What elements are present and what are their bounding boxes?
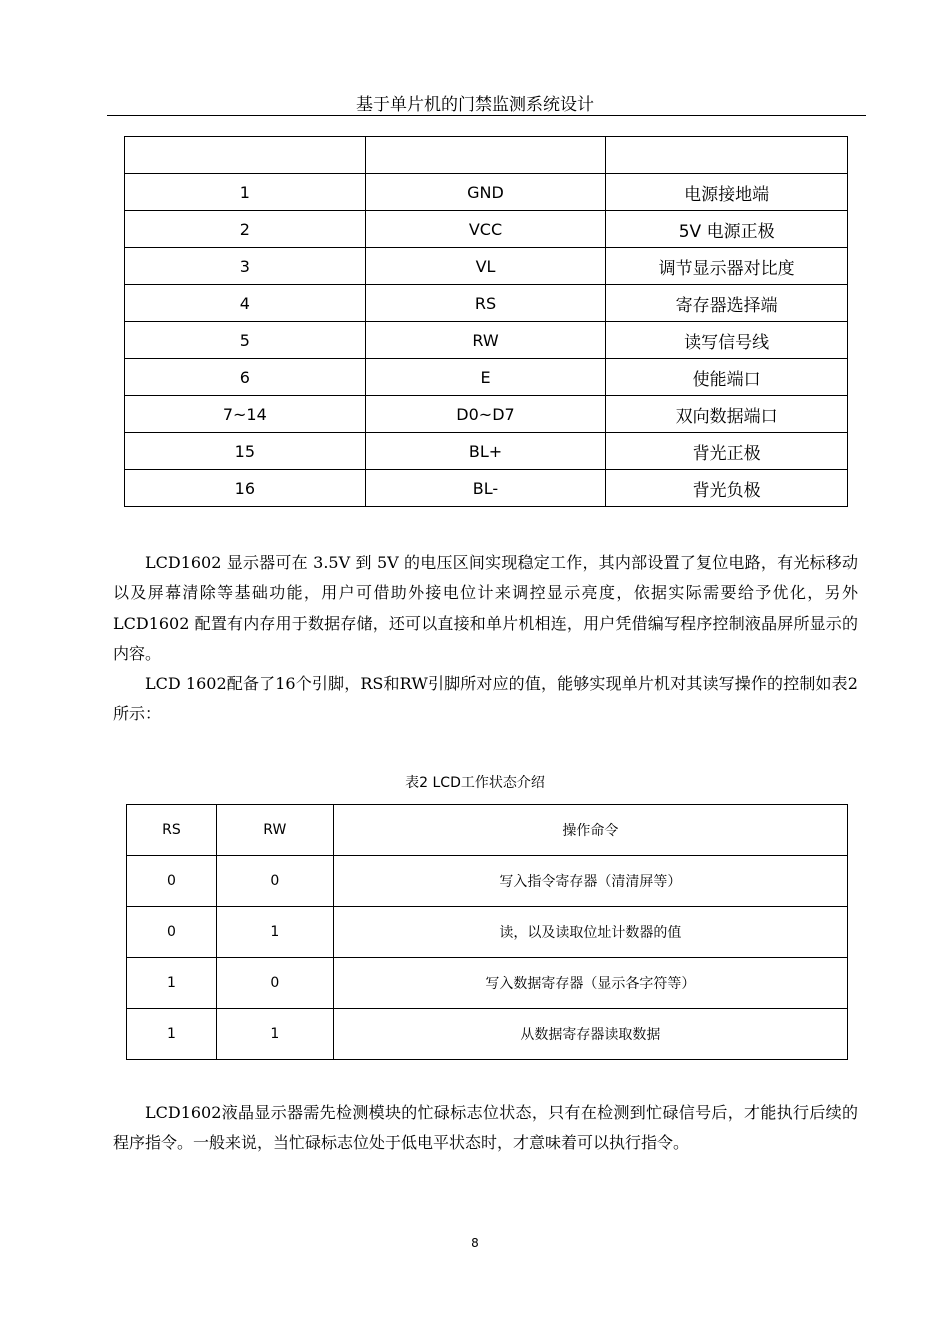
table-cell: [365, 137, 606, 174]
pin-function: 使能端口: [606, 359, 848, 396]
pin-number: 5: [125, 322, 366, 359]
table-row: [125, 174, 848, 211]
table-row: [127, 958, 848, 1009]
pin-symbol: VCC: [365, 211, 606, 248]
table-cell: 0: [216, 856, 333, 907]
table-cell: 0: [127, 907, 217, 958]
table-header-row: [127, 805, 848, 856]
table-row: [125, 396, 848, 433]
pin-number: 2: [125, 211, 366, 248]
table-row: [125, 433, 848, 470]
pin-symbol: D0~D7: [365, 396, 606, 433]
table-row: [125, 211, 848, 248]
paragraph-busy-flag: LCD1602液晶显示器需先检测模块的忙碌标志位状态，只有在检测到忙碌信号后，才能执行后续的程序指令。一般来说，当忙碌标志位处于低电平状态时，才意味着可以执行指令。: [113, 1103, 858, 1153]
pin-symbol: BL+: [365, 433, 606, 470]
status-table: [126, 804, 848, 1060]
table-cell: 0: [216, 958, 333, 1009]
table-caption: 表2 LCD工作状态介绍: [405, 775, 545, 791]
page-header-title: 基于单片机的门禁监测系统设计: [356, 95, 594, 115]
table-cell: 写入数据寄存器（显示各字符等）: [333, 958, 847, 1009]
header-divider: [107, 115, 866, 116]
pin-function: 寄存器选择端: [606, 285, 848, 322]
pin-function: 背光正极: [606, 433, 848, 470]
table-row: [127, 907, 848, 958]
pin-number: 4: [125, 285, 366, 322]
pin-symbol: VL: [365, 248, 606, 285]
table-row: [125, 470, 848, 507]
table-row: [125, 359, 848, 396]
pin-number: 1: [125, 174, 366, 211]
paragraph-pin-control: LCD 1602配备了16个引脚，RS和RW引脚所对应的值，能够实现单片机对其读写操作的控制如表2所示：: [113, 674, 858, 724]
pin-symbol: BL-: [365, 470, 606, 507]
table-cell: 1: [127, 958, 217, 1009]
pin-symbol: RS: [365, 285, 606, 322]
column-header: RW: [216, 805, 333, 856]
table-cell: 读，以及读取位址计数器的值: [333, 907, 847, 958]
pin-number: 15: [125, 433, 366, 470]
pin-function: 双向数据端口: [606, 396, 848, 433]
table-cell: 1: [127, 1009, 217, 1060]
table-cell: [125, 137, 366, 174]
pin-function: 背光负极: [606, 470, 848, 507]
body-text-block-2: [113, 1098, 858, 1159]
table-row: [127, 1009, 848, 1060]
table-cell: 从数据寄存器读取数据: [333, 1009, 847, 1060]
table-cell: 1: [216, 907, 333, 958]
table-row: [125, 137, 848, 174]
pin-symbol: GND: [365, 174, 606, 211]
page-number: 8: [471, 1236, 479, 1250]
pin-function: 5V 电源正极: [606, 211, 848, 248]
pin-number: 7~14: [125, 396, 366, 433]
paragraph-lcd-description: LCD1602 显示器可在 3.5V 到 5V 的电压区间实现稳定工作，其内部设置了复位电路，有光标移动以及屏幕清除等基础功能，用户可借助外接电位计来调控显示亮度，依据实际需要给予优化，另外LCD1602 配置有内存用于数据存储，还可以直接和单片机相连，用户凭借编写程序控制液晶屏所显示的内容。: [113, 553, 858, 663]
table-row: [125, 322, 848, 359]
table-cell: 1: [216, 1009, 333, 1060]
table-row: [125, 285, 848, 322]
table-row: [127, 856, 848, 907]
table-cell: 写入指令寄存器（清清屏等）: [333, 856, 847, 907]
pin-function: 调节显示器对比度: [606, 248, 848, 285]
column-header: 操作命令: [333, 805, 847, 856]
table-cell: [606, 137, 848, 174]
column-header: RS: [127, 805, 217, 856]
pin-symbol: RW: [365, 322, 606, 359]
pin-number: 16: [125, 470, 366, 507]
pin-table: [124, 136, 848, 507]
table-row: [125, 248, 848, 285]
table-cell: 0: [127, 856, 217, 907]
pin-number: 3: [125, 248, 366, 285]
body-text-block-1: [113, 548, 858, 730]
pin-function: 电源接地端: [606, 174, 848, 211]
pin-function: 读写信号线: [606, 322, 848, 359]
pin-number: 6: [125, 359, 366, 396]
pin-symbol: E: [365, 359, 606, 396]
